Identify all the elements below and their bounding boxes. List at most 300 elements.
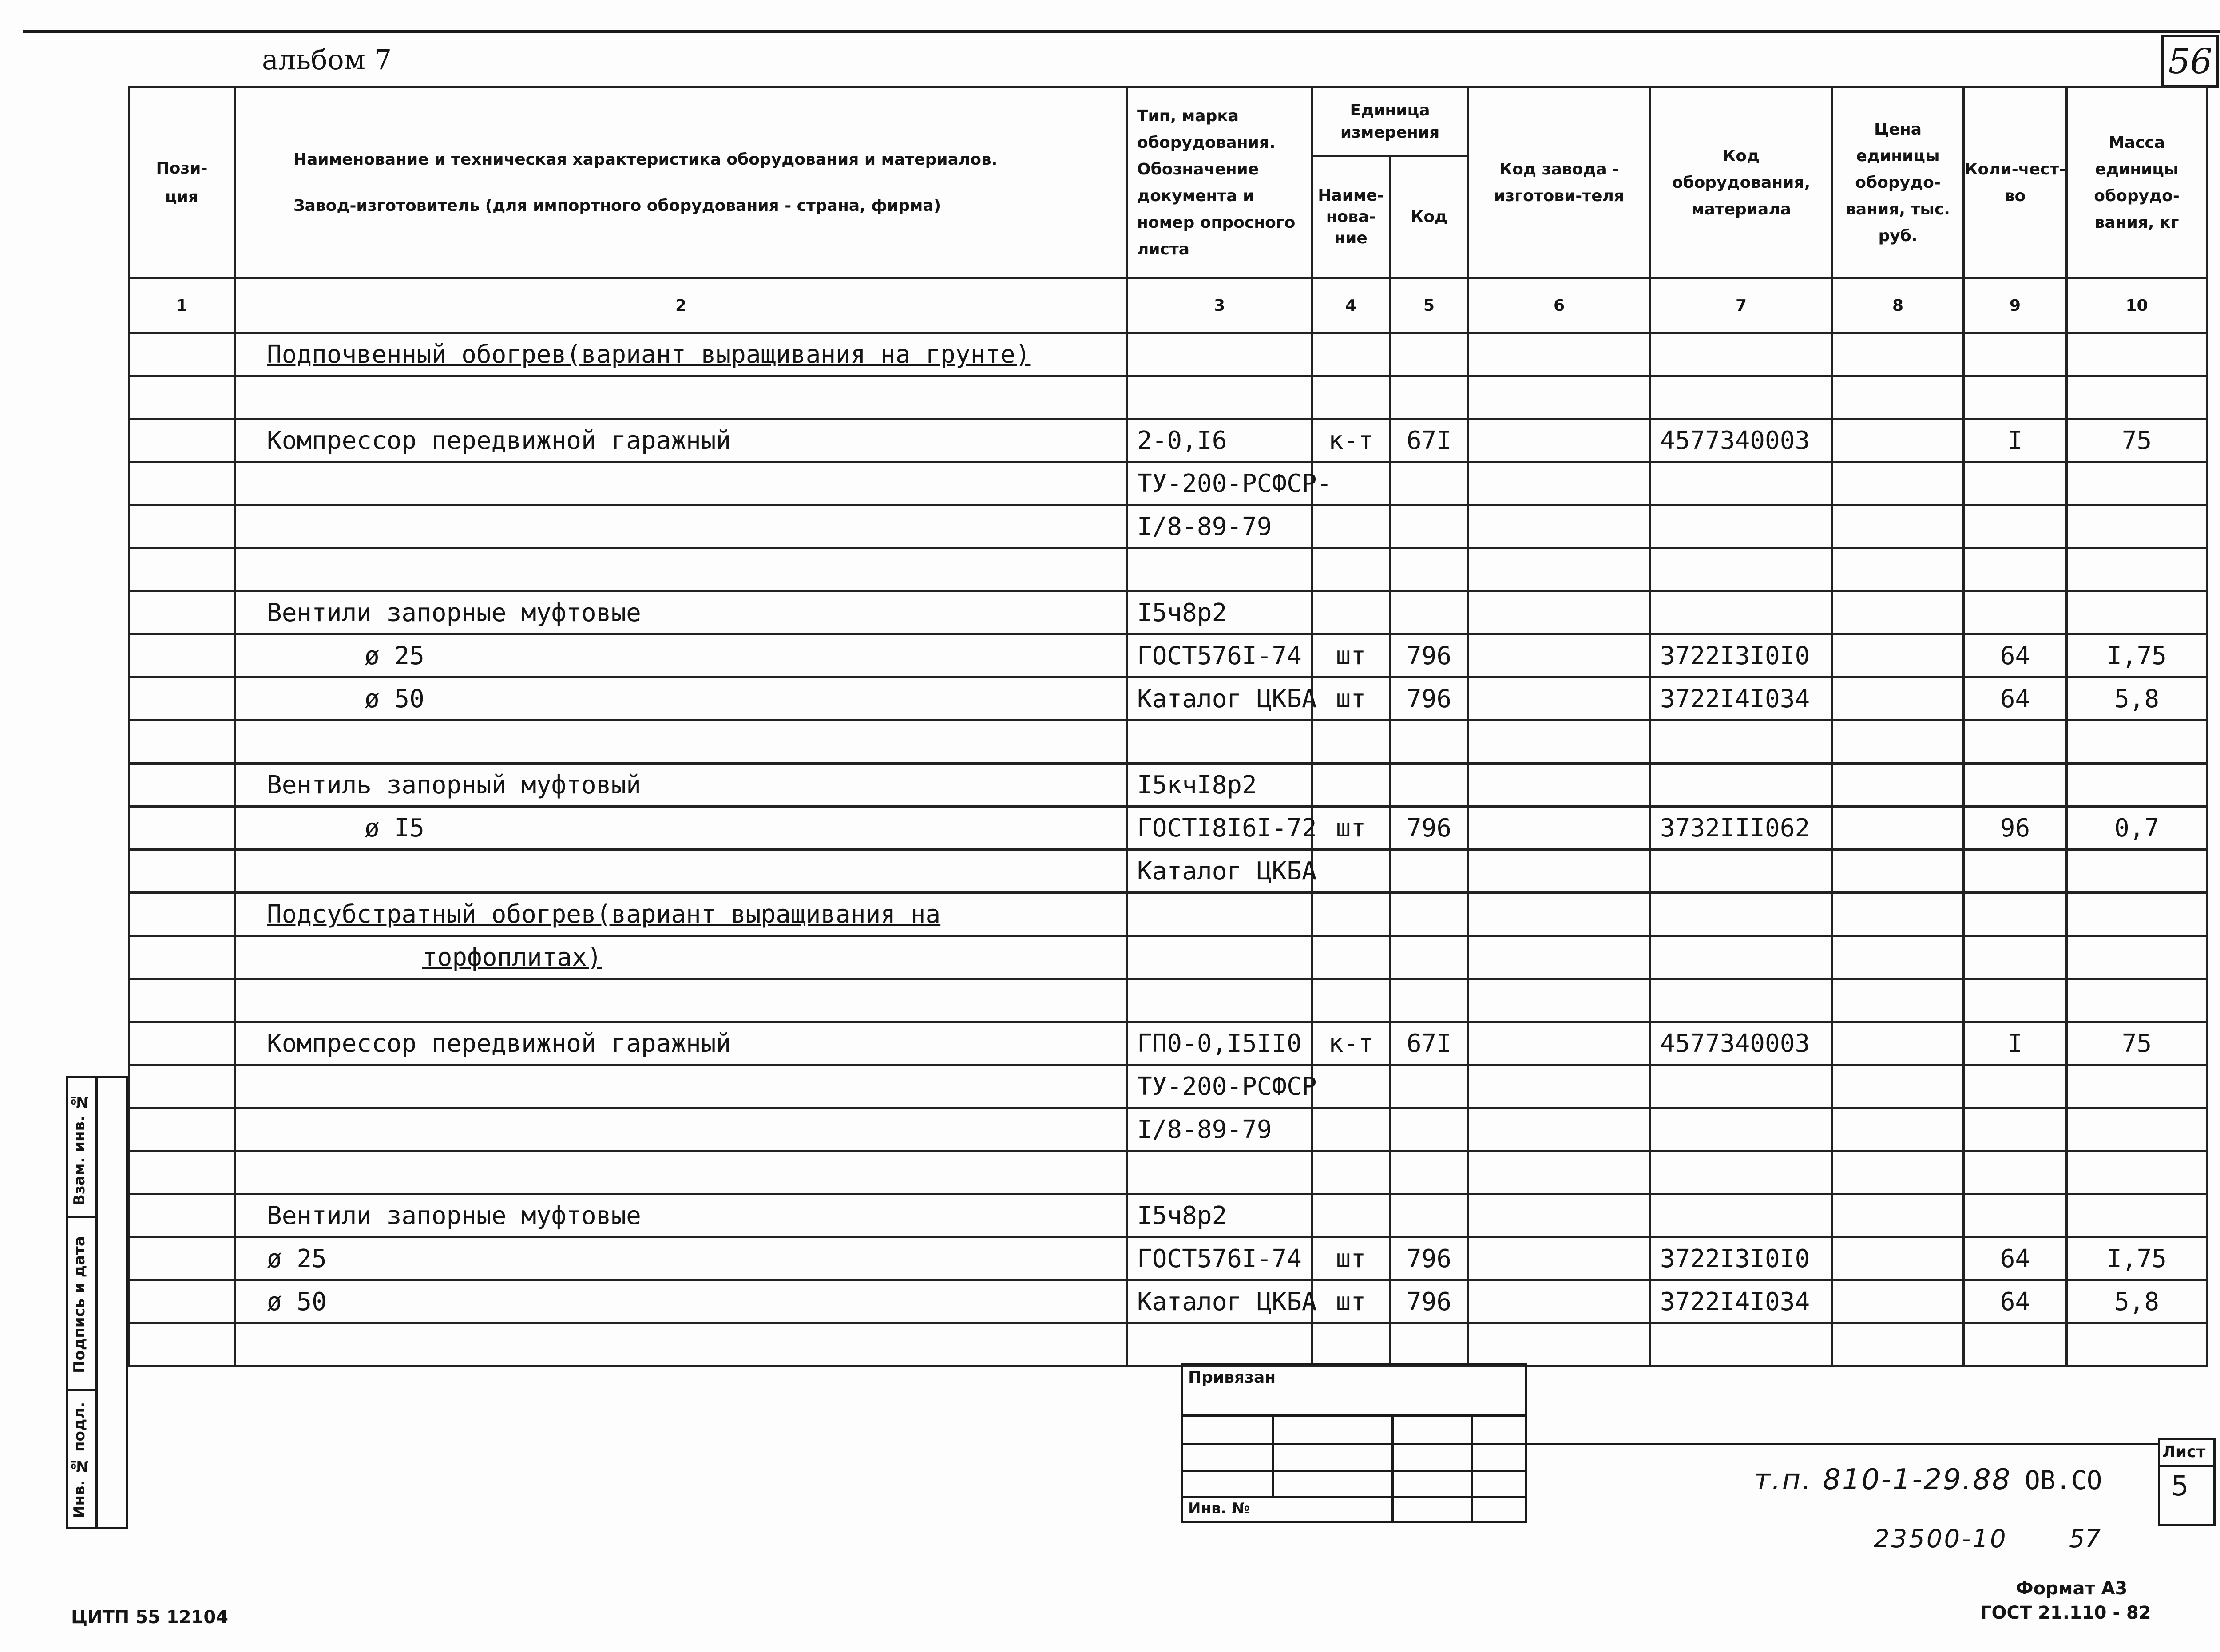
cell-mass: 5,8 (2067, 1280, 2207, 1323)
cell-unit-name (1312, 764, 1390, 807)
cell-position (129, 548, 235, 591)
cell-unit-name (1312, 850, 1390, 893)
cell-equipment-code (1650, 505, 1832, 548)
cell-unit-name: к-т (1312, 419, 1390, 462)
cell-unit-name (1312, 979, 1390, 1022)
table-row (129, 634, 2207, 677)
cell-unit-name (1312, 721, 1390, 764)
cell-factory-code (1468, 1237, 1650, 1280)
cell-price (1832, 807, 1964, 850)
table-row (129, 333, 2207, 376)
cell-unit-code (1390, 1194, 1468, 1237)
column-number: 9 (1964, 278, 2067, 333)
table-row (129, 1065, 2207, 1108)
cell-type: Каталог ЦКБА (1127, 1280, 1312, 1323)
cell-unit-code (1390, 505, 1468, 548)
column-number: 6 (1468, 278, 1650, 333)
column-number: 4 (1312, 278, 1390, 333)
header-unit-code: Код (1390, 156, 1468, 278)
cell-mass (2067, 1323, 2207, 1367)
sheet-label: Лист (2162, 1443, 2206, 1461)
cell-unit-name (1312, 1151, 1390, 1194)
cell-factory-code (1468, 677, 1650, 721)
cell-type (1127, 548, 1312, 591)
cell-name: ø 50 (235, 677, 1127, 721)
cell-position (129, 677, 235, 721)
cell-unit-code (1390, 1323, 1468, 1367)
cell-unit-code (1390, 333, 1468, 376)
cell-name (235, 979, 1127, 1022)
cell-quantity: I (1964, 419, 2067, 462)
sidebar-signature-date: Подпись и дата (71, 1236, 88, 1374)
table-row (129, 1108, 2207, 1151)
table-row (129, 1323, 2207, 1367)
cell-type: ГОСТI8I6I-72 (1127, 807, 1312, 850)
cell-factory-code (1468, 333, 1650, 376)
cell-unit-name (1312, 1108, 1390, 1151)
header-factory-code: Код завода - изготови-теля (1468, 87, 1650, 278)
cell-name: Компрессор передвижной гаражный (235, 1022, 1127, 1065)
cell-quantity (1964, 376, 2067, 419)
cell-factory-code (1468, 634, 1650, 677)
cell-name: Подпочвенный обогрев(вариант выращивания на грунте) (235, 333, 1127, 376)
cell-equipment-code (1650, 979, 1832, 1022)
cell-quantity (1964, 764, 2067, 807)
cell-type (1127, 936, 1312, 979)
cell-factory-code (1468, 505, 1650, 548)
cell-mass (2067, 764, 2207, 807)
cell-unit-code (1390, 376, 1468, 419)
table-row (129, 505, 2207, 548)
cell-name (235, 1151, 1127, 1194)
table-row (129, 1280, 2207, 1323)
cell-type: I5ч8р2 (1127, 1194, 1312, 1237)
cell-position (129, 1280, 235, 1323)
cell-position (129, 936, 235, 979)
cell-factory-code (1468, 721, 1650, 764)
cell-unit-name (1312, 936, 1390, 979)
cell-price (1832, 591, 1964, 634)
cell-equipment-code: 4577340003 (1650, 419, 1832, 462)
cell-factory-code (1468, 850, 1650, 893)
cell-factory-code (1468, 548, 1650, 591)
cell-position (129, 591, 235, 634)
paper-format: Формат А3 (2016, 1578, 2128, 1599)
cell-quantity: 64 (1964, 634, 2067, 677)
cell-equipment-code (1650, 893, 1832, 936)
cell-position (129, 333, 235, 376)
cell-quantity (1964, 1151, 2067, 1194)
cell-name (235, 1323, 1127, 1367)
cell-price (1832, 505, 1964, 548)
cell-unit-code: 67I (1390, 419, 1468, 462)
table-row (129, 1194, 2207, 1237)
cell-price (1832, 376, 1964, 419)
cell-type: ТУ-200-РСФСР- (1127, 462, 1312, 505)
cell-equipment-code (1650, 1151, 1832, 1194)
cell-mass (2067, 376, 2207, 419)
cell-equipment-code: 3722I4I034 (1650, 1280, 1832, 1323)
cell-name: Вентили запорные муфтовые (235, 591, 1127, 634)
cell-price (1832, 333, 1964, 376)
cell-quantity: 64 (1964, 1280, 2067, 1323)
cell-unit-code: 796 (1390, 1280, 1468, 1323)
cell-position (129, 807, 235, 850)
cell-name: ø 25 (235, 1237, 1127, 1280)
cell-unit-code: 796 (1390, 1237, 1468, 1280)
cell-unit-name: шт (1312, 1280, 1390, 1323)
cell-price (1832, 721, 1964, 764)
cell-name (235, 462, 1127, 505)
cell-unit-code (1390, 721, 1468, 764)
cell-factory-code (1468, 591, 1650, 634)
table-row (129, 807, 2207, 850)
binding-label: Привязан (1188, 1368, 1276, 1387)
table-row (129, 979, 2207, 1022)
inventory-label: Инв. № (1188, 1500, 1250, 1517)
cell-position (129, 376, 235, 419)
cell-name: торфоплитах) (235, 936, 1127, 979)
cell-factory-code (1468, 1151, 1650, 1194)
cell-unit-code (1390, 893, 1468, 936)
header-quantity: Коли-чест-во (1964, 87, 2067, 278)
table-row (129, 721, 2207, 764)
cell-unit-name: шт (1312, 807, 1390, 850)
cell-type: Каталог ЦКБА (1127, 850, 1312, 893)
cell-factory-code (1468, 979, 1650, 1022)
cell-mass: 75 (2067, 1022, 2207, 1065)
cell-name (235, 505, 1127, 548)
column-number: 2 (235, 278, 1127, 333)
cell-type: ГП0-0,I5II0 (1127, 1022, 1312, 1065)
cell-mass (2067, 936, 2207, 979)
publisher-code: ЦИТП 55 12104 (71, 1607, 229, 1628)
cell-equipment-code (1650, 333, 1832, 376)
cell-position (129, 764, 235, 807)
cell-type: I/8-89-79 (1127, 505, 1312, 548)
sidebar-approval-strip (66, 1076, 128, 1529)
cell-price (1832, 419, 1964, 462)
cell-position (129, 721, 235, 764)
cell-mass (2067, 462, 2207, 505)
cell-mass (2067, 850, 2207, 893)
cell-quantity: 64 (1964, 1237, 2067, 1280)
cell-equipment-code (1650, 764, 1832, 807)
cell-price (1832, 462, 1964, 505)
table-row (129, 376, 2207, 419)
cell-price (1832, 893, 1964, 936)
cell-mass (2067, 548, 2207, 591)
cell-mass: 5,8 (2067, 677, 2207, 721)
cell-price (1832, 1194, 1964, 1237)
cell-type: I/8-89-79 (1127, 1108, 1312, 1151)
cell-unit-code (1390, 591, 1468, 634)
cell-name: ø I5 (235, 807, 1127, 850)
table-row (129, 591, 2207, 634)
cell-price (1832, 764, 1964, 807)
cell-price (1832, 634, 1964, 677)
cell-price (1832, 850, 1964, 893)
cell-name: Вентили запорные муфтовые (235, 1194, 1127, 1237)
cell-factory-code (1468, 1065, 1650, 1108)
cell-equipment-code (1650, 376, 1832, 419)
cell-unit-code (1390, 764, 1468, 807)
cell-unit-code (1390, 1151, 1468, 1194)
cell-name (235, 721, 1127, 764)
cell-quantity (1964, 591, 2067, 634)
header-unit: Единица измерения (1312, 87, 1468, 156)
cell-price (1832, 1323, 1964, 1367)
cell-quantity (1964, 1194, 2067, 1237)
table-row (129, 936, 2207, 979)
cell-price (1832, 1280, 1964, 1323)
cell-name: Вентиль запорный муфтовый (235, 764, 1127, 807)
cell-unit-name (1312, 1194, 1390, 1237)
cell-equipment-code: 4577340003 (1650, 1022, 1832, 1065)
cell-quantity (1964, 1065, 2067, 1108)
cell-unit-name (1312, 591, 1390, 634)
cell-type: 2-0,I6 (1127, 419, 1312, 462)
cell-position (129, 462, 235, 505)
cell-quantity: I (1964, 1022, 2067, 1065)
cell-mass (2067, 1151, 2207, 1194)
cell-name: Компрессор передвижной гаражный (235, 419, 1127, 462)
cell-unit-code (1390, 1065, 1468, 1108)
cell-mass (2067, 1108, 2207, 1151)
cell-type (1127, 1323, 1312, 1367)
table-row (129, 764, 2207, 807)
cell-unit-code: 796 (1390, 634, 1468, 677)
cell-position (129, 1022, 235, 1065)
cell-name: Подсубстратный обогрев(вариант выращивания на (235, 893, 1127, 936)
cell-price (1832, 936, 1964, 979)
column-number: 5 (1390, 278, 1468, 333)
cell-quantity (1964, 936, 2067, 979)
table-row (129, 1151, 2207, 1194)
column-number: 3 (1127, 278, 1312, 333)
cell-factory-code (1468, 936, 1650, 979)
cell-quantity (1964, 1323, 2067, 1367)
cell-mass (2067, 333, 2207, 376)
cell-unit-name (1312, 505, 1390, 548)
cell-mass: 0,7 (2067, 807, 2207, 850)
cell-unit-code: 796 (1390, 807, 1468, 850)
cell-equipment-code: 3722I3I0I0 (1650, 634, 1832, 677)
specification-table (128, 86, 2208, 1367)
cell-equipment-code (1650, 850, 1832, 893)
header-price: Цена единицы оборудо-вания, тыс. руб. (1832, 87, 1964, 278)
cell-factory-code (1468, 1108, 1650, 1151)
cell-equipment-code (1650, 1065, 1832, 1108)
cell-quantity (1964, 850, 2067, 893)
cell-quantity (1964, 333, 2067, 376)
cell-mass (2067, 1065, 2207, 1108)
cell-factory-code (1468, 462, 1650, 505)
header-equipment-code: Код оборудования, материала (1650, 87, 1832, 278)
cell-equipment-code: 3732III062 (1650, 807, 1832, 850)
column-number: 8 (1832, 278, 1964, 333)
table-row (129, 1022, 2207, 1065)
cell-equipment-code (1650, 1323, 1832, 1367)
header-row (129, 87, 2207, 156)
cell-unit-name: к-т (1312, 1022, 1390, 1065)
cell-name (235, 850, 1127, 893)
cell-factory-code (1468, 1194, 1650, 1237)
cell-factory-code (1468, 419, 1650, 462)
cell-mass: 75 (2067, 419, 2207, 462)
cell-quantity (1964, 505, 2067, 548)
cell-unit-code: 796 (1390, 677, 1468, 721)
cell-quantity (1964, 979, 2067, 1022)
header-name: Наименование и техническая характеристика оборудования и материалов. Завод-изготовитель (для импортного оборудования - страна, фирма) (235, 87, 1127, 278)
cell-equipment-code (1650, 1194, 1832, 1237)
cell-quantity (1964, 462, 2067, 505)
cell-name (235, 1065, 1127, 1108)
cell-price (1832, 1108, 1964, 1151)
cell-quantity (1964, 721, 2067, 764)
cell-unit-name (1312, 333, 1390, 376)
cell-type: ТУ-200-РСФСР (1127, 1065, 1312, 1108)
cell-mass (2067, 591, 2207, 634)
album-label: альбом 7 (262, 44, 392, 76)
cell-equipment-code (1650, 936, 1832, 979)
cell-factory-code (1468, 1022, 1650, 1065)
cell-equipment-code (1650, 548, 1832, 591)
cell-position (129, 1151, 235, 1194)
cell-position (129, 505, 235, 548)
cell-unit-name (1312, 376, 1390, 419)
cell-type: I5ч8р2 (1127, 591, 1312, 634)
cell-position (129, 893, 235, 936)
archive-number: 23500-10 (1874, 1525, 2008, 1553)
header-unit-name: Наиме-нова-ние (1312, 156, 1390, 278)
cell-position (129, 1194, 235, 1237)
cell-equipment-code: 3722I3I0I0 (1650, 1237, 1832, 1280)
cell-price (1832, 1022, 1964, 1065)
cell-mass (2067, 893, 2207, 936)
document-section: ОВ.СО (2025, 1465, 2102, 1495)
table-row (129, 462, 2207, 505)
header-type: Тип, марка оборудования. Обозначение документа и номер опросного листа (1127, 87, 1312, 278)
cell-name: ø 50 (235, 1280, 1127, 1323)
cell-position (129, 1065, 235, 1108)
cell-type (1127, 1151, 1312, 1194)
cell-type: ГОСТ576I-74 (1127, 1237, 1312, 1280)
cell-unit-name: шт (1312, 634, 1390, 677)
cell-position (129, 1323, 235, 1367)
table-row (129, 548, 2207, 591)
cell-price (1832, 677, 1964, 721)
cell-mass (2067, 505, 2207, 548)
gost-standard: ГОСТ 21.110 - 82 (1980, 1603, 2151, 1623)
cell-type: Каталог ЦКБА (1127, 677, 1312, 721)
column-number-row (129, 278, 2207, 333)
cell-equipment-code: 3722I4I034 (1650, 677, 1832, 721)
cell-price (1832, 1151, 1964, 1194)
cell-unit-code (1390, 850, 1468, 893)
cell-name (235, 548, 1127, 591)
header-mass: Масса единицы оборудо-вания, кг (2067, 87, 2207, 278)
cell-type: ГОСТ576I-74 (1127, 634, 1312, 677)
cell-equipment-code (1650, 721, 1832, 764)
cell-factory-code (1468, 376, 1650, 419)
cell-name: ø 25 (235, 634, 1127, 677)
cell-unit-name (1312, 1065, 1390, 1108)
cell-equipment-code (1650, 591, 1832, 634)
table-row (129, 1237, 2207, 1280)
cell-price (1832, 548, 1964, 591)
sidebar-replace-inventory: Взам. инв. № (71, 1093, 88, 1206)
cell-name (235, 376, 1127, 419)
cell-mass: I,75 (2067, 634, 2207, 677)
cell-unit-code (1390, 1108, 1468, 1151)
cell-factory-code (1468, 893, 1650, 936)
cell-mass (2067, 721, 2207, 764)
cell-quantity: 64 (1964, 677, 2067, 721)
header-position: Пози- ция (129, 87, 235, 278)
cell-position (129, 850, 235, 893)
cell-unit-name: шт (1312, 677, 1390, 721)
column-number: 7 (1650, 278, 1832, 333)
sheet-number: 56 (2161, 35, 2219, 88)
table-row (129, 893, 2207, 936)
cell-position (129, 419, 235, 462)
cell-unit-name (1312, 548, 1390, 591)
cell-factory-code (1468, 764, 1650, 807)
cell-unit-name (1312, 893, 1390, 936)
cell-mass (2067, 979, 2207, 1022)
cell-equipment-code (1650, 1108, 1832, 1151)
cell-quantity (1964, 893, 2067, 936)
cell-name (235, 1108, 1127, 1151)
cell-position (129, 634, 235, 677)
cell-unit-name (1312, 1323, 1390, 1367)
cell-unit-name: шт (1312, 1237, 1390, 1280)
cell-type (1127, 376, 1312, 419)
cell-factory-code (1468, 807, 1650, 850)
cell-factory-code (1468, 1323, 1650, 1367)
cell-unit-code: 67I (1390, 1022, 1468, 1065)
cell-type (1127, 333, 1312, 376)
cell-unit-code (1390, 548, 1468, 591)
cell-mass (2067, 1194, 2207, 1237)
cell-unit-code (1390, 979, 1468, 1022)
cell-price (1832, 1237, 1964, 1280)
column-number: 10 (2067, 278, 2207, 333)
table-row (129, 850, 2207, 893)
cell-position (129, 979, 235, 1022)
cell-quantity: 96 (1964, 807, 2067, 850)
cell-position (129, 1108, 235, 1151)
cell-price (1832, 979, 1964, 1022)
cell-factory-code (1468, 1280, 1650, 1323)
table-row (129, 677, 2207, 721)
cell-quantity (1964, 1108, 2067, 1151)
table-row (129, 419, 2207, 462)
cell-unit-code (1390, 936, 1468, 979)
column-number: 1 (129, 278, 235, 333)
sheet-value: 5 (2171, 1470, 2189, 1502)
cell-type (1127, 893, 1312, 936)
cell-type: I5кчI8р2 (1127, 764, 1312, 807)
cell-type (1127, 721, 1312, 764)
document-code: т.п. 810-1-29.88 (1754, 1463, 2012, 1496)
cell-position (129, 1237, 235, 1280)
cell-mass: I,75 (2067, 1237, 2207, 1280)
cell-equipment-code (1650, 462, 1832, 505)
cell-price (1832, 1065, 1964, 1108)
cell-type (1127, 979, 1312, 1022)
